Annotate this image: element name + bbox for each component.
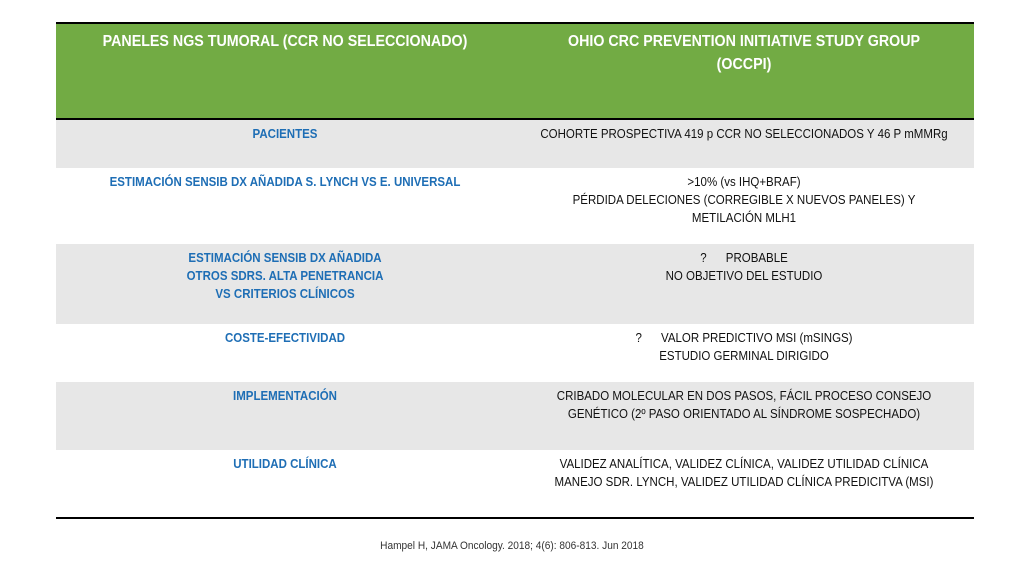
- header-left: [74, 24, 495, 118]
- comparison-table: [56, 22, 974, 519]
- row-label-line: PACIENTES: [252, 127, 318, 141]
- row-value-line: VALIDEZ ANALÍTICA, VALIDEZ CLÍNICA, VALIDEZ UTILIDAD CLÍNICA: [559, 457, 929, 471]
- header-right-line: OHIO CRC PREVENTION INITIATIVE STUDY GROUP: [567, 33, 921, 50]
- row-value: [532, 382, 955, 450]
- table-header: [56, 24, 974, 120]
- row-value: [532, 244, 955, 324]
- header-right-line: (OCCPI): [716, 56, 772, 73]
- row-label: [74, 244, 495, 324]
- row-value: [532, 120, 955, 168]
- citation: Hampel H, JAMA Oncology. 2018; 4(6): 806-813. Jun 2018: [380, 540, 644, 552]
- table-row-sensib-otros: [56, 244, 974, 324]
- header-right: [532, 24, 955, 118]
- row-value: [532, 324, 955, 382]
- row-value-line: ESTUDIO GERMINAL DIRIGIDO: [659, 349, 829, 363]
- header-left-text: PANELES NGS TUMORAL (CCR NO SELECCIONADO): [102, 33, 468, 50]
- row-value-line: NO OBJETIVO DEL ESTUDIO: [665, 269, 823, 283]
- row-label-line: IMPLEMENTACIÓN: [233, 389, 337, 403]
- row-label-line: UTILIDAD CLÍNICA: [233, 457, 337, 471]
- table-row-pacientes: [56, 120, 974, 168]
- row-label: [74, 120, 495, 168]
- table-row-utilidad: [56, 450, 974, 517]
- row-label-line: COSTE-EFECTIVIDAD: [224, 331, 346, 345]
- row-label: [74, 382, 495, 450]
- row-value-line: METILACIÓN MLH1: [691, 211, 797, 225]
- row-label: [74, 324, 495, 382]
- row-value: [532, 450, 955, 517]
- row-value: [532, 168, 955, 244]
- table-row-implementacion: [56, 382, 974, 450]
- row-label-line: ESTIMACIÓN SENSIB DX AÑADIDA S. LYNCH VS E. UNIVERSAL: [109, 175, 461, 189]
- row-label-line: ESTIMACIÓN SENSIB DX AÑADIDA: [188, 251, 382, 265]
- row-value-line: GENÉTICO (2º PASO ORIENTADO AL SÍNDROME SOSPECHADO): [567, 407, 921, 421]
- row-value-line: PÉRDIDA DELECIONES (CORREGIBLE X NUEVOS PANELES) Y: [572, 193, 916, 207]
- row-value-line: ? PROBABLE: [700, 251, 788, 265]
- row-label: [74, 168, 495, 244]
- row-value-line: MANEJO SDR. LYNCH, VALIDEZ UTILIDAD CLÍNICA PREDICITVA (MSI): [554, 475, 934, 489]
- row-label: [74, 450, 495, 517]
- row-label-line: OTROS SDRS. ALTA PENETRANCIA: [186, 269, 384, 283]
- row-value-line: CRIBADO MOLECULAR EN DOS PASOS, FÁCIL PROCESO CONSEJO: [556, 389, 932, 403]
- row-value-line: ? VALOR PREDICTIVO MSI (mSINGS): [635, 331, 853, 345]
- table-row-sensib-lynch: [56, 168, 974, 244]
- row-value-line: COHORTE PROSPECTIVA 419 p CCR NO SELECCIONADOS Y 46 P mMMRg: [540, 127, 948, 141]
- table-row-coste: [56, 324, 974, 382]
- row-value-line: >10% (vs IHQ+BRAF): [687, 175, 801, 189]
- row-label-line: VS CRITERIOS CLÍNICOS: [215, 287, 355, 301]
